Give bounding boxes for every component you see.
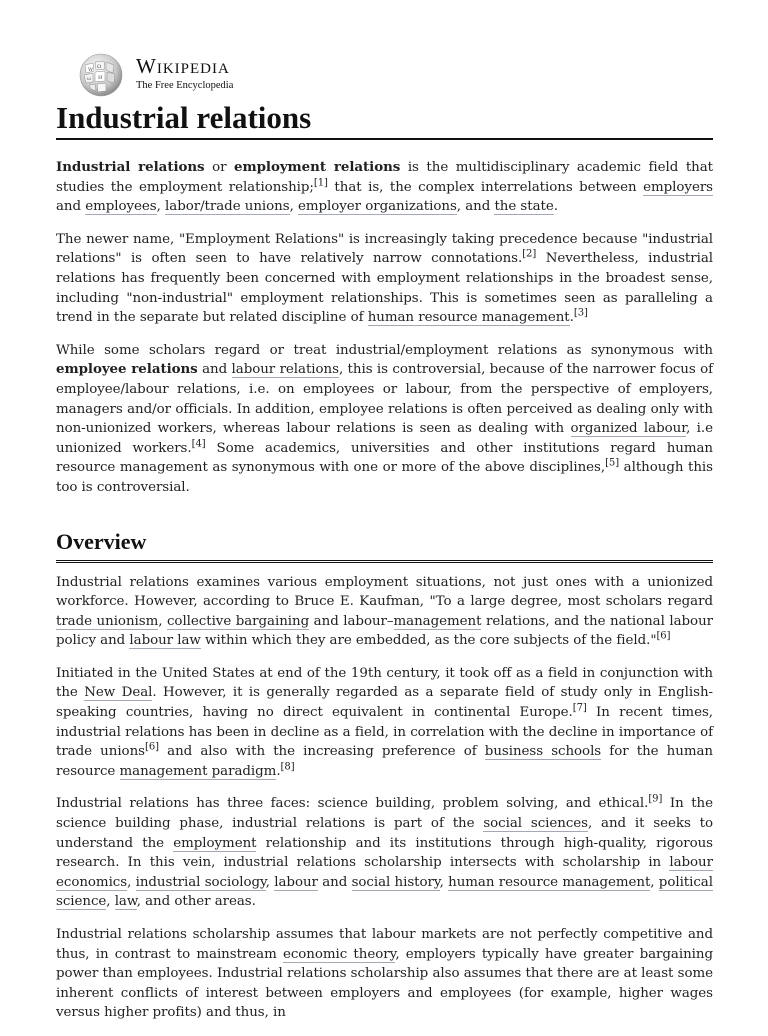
section-heading-overview: Overview — [56, 528, 713, 563]
link-employer-organizations[interactable]: employer organizations — [298, 199, 457, 215]
citation-6[interactable]: [6] — [656, 630, 671, 642]
link-management[interactable]: management — [393, 613, 482, 629]
bold-term: employee relations — [56, 361, 198, 378]
overview-paragraph-2: Initiated in the United States at end of the 19th century, it took off as a field in conjunction with the New Deal. However, it is generally regarded as a separate field of study only in English-speaking countries, having no direct equivalent in continental Europe.[7] In recent times, industrial relations has been in decline as a field, in correlation with the decline in importance of trade unions[6] and also with the increasing preference of business schools for the human resource management paradigm.[8] — [56, 665, 713, 779]
link-law[interactable]: law — [114, 894, 137, 910]
page-title: Industrial relations — [56, 100, 713, 140]
link-social-history[interactable]: social history — [351, 874, 440, 890]
wikipedia-tagline: The Free Encyclopedia — [136, 80, 234, 91]
link-collective-bargaining[interactable]: collective bargaining — [166, 613, 310, 629]
wikipedia-wordmark: Wikipedia — [136, 54, 230, 78]
svg-text:И: И — [98, 75, 103, 81]
link-labour-economics[interactable]: labour economics — [56, 855, 713, 890]
citation-5[interactable]: [5] — [605, 457, 620, 469]
overview-paragraph-4: Industrial relations scholarship assumes that labour markets are not perfectly competitive and thus, in contrast to mainstream economic theory, employers typically have greater bargaining power than employees. Industrial relations scholarship also assumes that there are at least some inherent conflicts of interest between employers and employees (for example, higher wages versus higher profits) and thus, in — [56, 927, 713, 1021]
svg-text:W: W — [88, 67, 94, 73]
link-management-paradigm[interactable]: management paradigm — [119, 763, 277, 779]
intro-paragraph-2: The newer name, "Employment Relations" is increasingly taking precedence because "industrial relations" is often seen to have relatively narrow connotations.[2] Nevertheless, industrial relations has frequently been concerned with employment relationships in the broadest sense, including "non-industrial" employment relationships. This is sometimes seen as paralleling a trend in the separate but related discipline of human resource management.[3] — [56, 231, 713, 326]
link-new-deal[interactable]: New Deal — [84, 685, 153, 701]
link-business-schools[interactable]: business schools — [484, 744, 602, 760]
link-employers[interactable]: employers — [643, 179, 713, 195]
site-branding[interactable] — [56, 50, 713, 96]
link-organized-labour[interactable]: organized labour — [570, 421, 687, 437]
svg-text:Ω: Ω — [97, 64, 102, 70]
intro-paragraph-1: Industrial relations or employment relations is the multidisciplinary academic field that studies the employment relationship;[1] that is, the complex interrelations between employers and employees, labor/trade unions, employer organizations, and the state. — [56, 159, 713, 215]
wikipedia-globe-icon — [76, 52, 126, 98]
link-labour-law[interactable]: labour law — [129, 633, 201, 649]
bold-term: employment relations — [234, 159, 401, 175]
link-human-resource-management[interactable]: human resource management — [367, 310, 570, 326]
citation-9[interactable]: [9] — [648, 793, 663, 805]
citation-8[interactable]: [8] — [280, 761, 295, 773]
link-labour[interactable]: labour — [274, 874, 318, 890]
link-employees[interactable]: employees — [85, 199, 157, 215]
link-trade-unions[interactable]: labor/trade unions — [165, 199, 290, 215]
link-industrial-sociology[interactable]: industrial sociology — [135, 874, 266, 890]
link-employment[interactable]: employment — [173, 835, 257, 851]
citation-2[interactable]: [2] — [522, 248, 537, 260]
link-trade-unionism[interactable]: trade unionism — [56, 613, 159, 629]
link-labour-relations[interactable]: labour relations — [231, 362, 339, 378]
citation-6b[interactable]: [6] — [144, 741, 159, 753]
link-political-science[interactable]: political science — [56, 874, 713, 910]
overview-paragraph-3: Industrial relations has three faces: science building, problem solving, and ethical.[9] In the science building phase, industrial relations is part of the social sciences, and it seeks to understand the employment relationship and its institutions through high-quality, rigorous research. In this vein, industrial relations scholarship intersects with scholarship in labour economics, industrial sociology, labour and social history, human resource management, political science, law, and other areas. — [56, 793, 714, 910]
intro-paragraph-3: While some scholars regard or treat industrial/employment relations as synonymous with employee relations and labour relations, this is controversial, because of the narrower focus of employee/labour relations, i.e. on employees or labour, from the perspective of employers, managers and/or officials. In addition, employee relations is often perceived as dealing only with non-unionized workers, whereas labour relations is seen as dealing with organized labour, i.e unionized workers.[4] Some academics, universities and other institutions regard human resource management as synonymous with one or more of the above disciplines,[5] although this too is controversial. — [56, 342, 714, 495]
link-human-resource-management-2[interactable]: human resource management — [448, 874, 651, 890]
citation-3[interactable]: [3] — [573, 307, 588, 319]
svg-text:ω: ω — [87, 76, 92, 82]
citation-7[interactable]: [7] — [572, 702, 587, 714]
citation-1[interactable]: [1] — [313, 177, 328, 189]
bold-term: Industrial relations — [56, 159, 205, 175]
link-the-state[interactable]: the state — [494, 199, 554, 215]
article-page — [56, 50, 713, 1036]
link-social-sciences[interactable]: social sciences — [483, 816, 588, 832]
citation-4[interactable]: [4] — [191, 438, 206, 450]
overview-paragraph-1: Industrial relations examines various employment situations, not just ones with a unionized workforce. However, according to Bruce E. Kaufman, "To a large degree, most scholars regard trade unionism, collective bargaining and labour–management relations, and the national labour policy and labour law within which they are embedded, as the core subjects of the field."[6] — [56, 574, 713, 649]
link-economic-theory[interactable]: economic theory — [282, 946, 396, 962]
